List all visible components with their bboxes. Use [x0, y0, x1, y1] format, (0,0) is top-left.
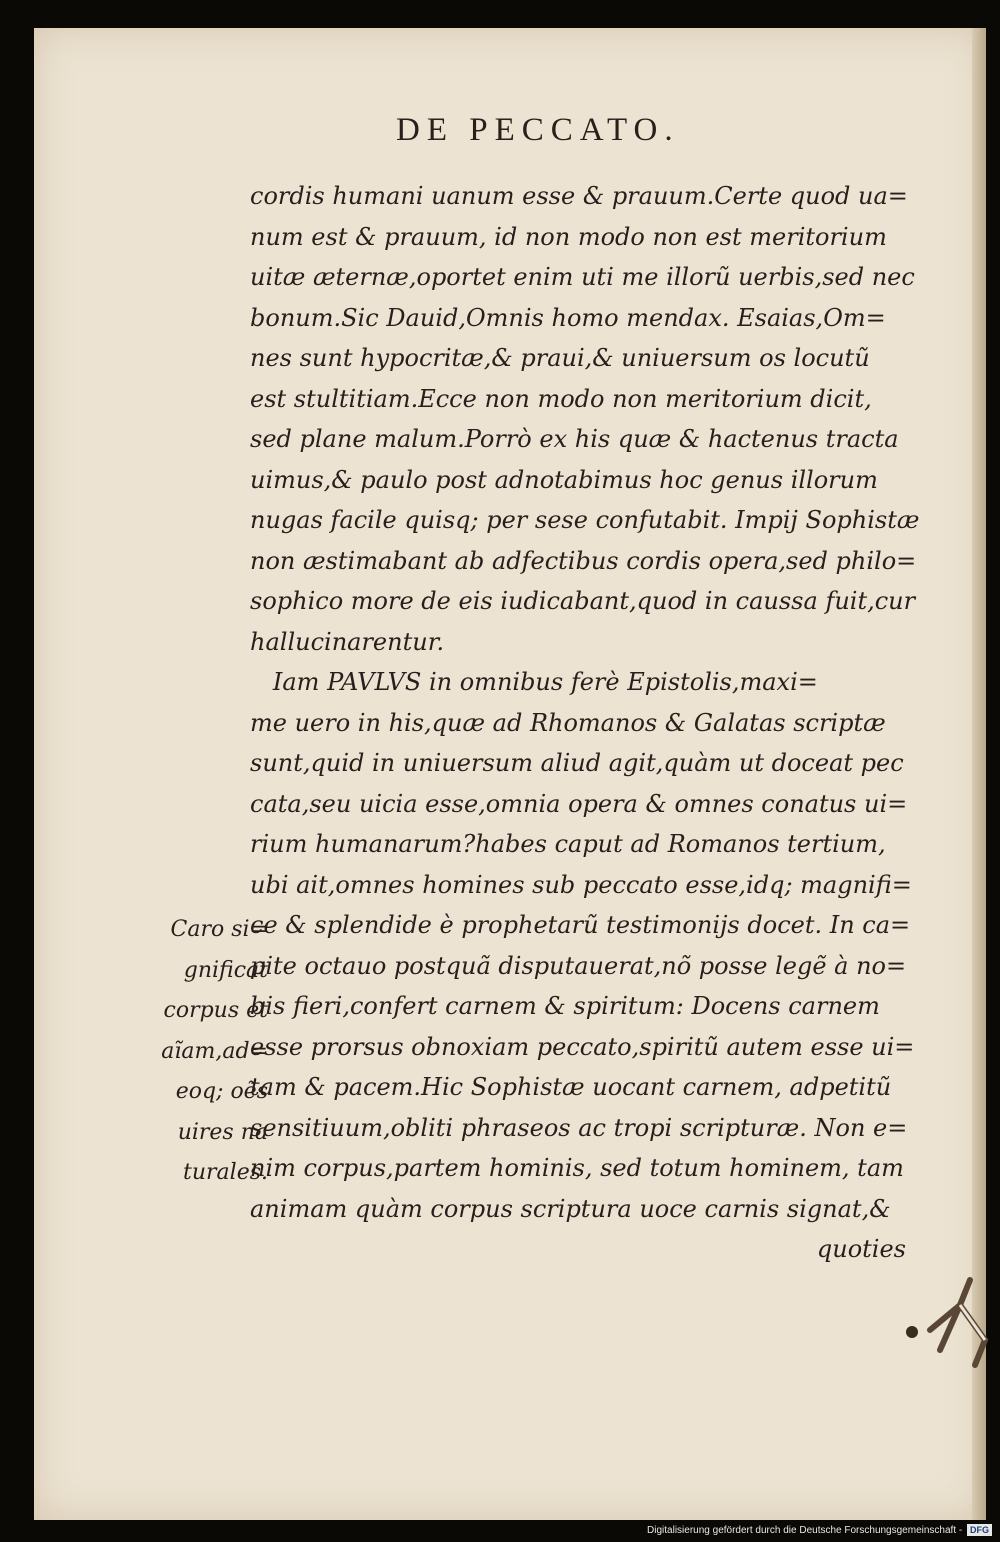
text-line: rium humanarum?habes caput ad Romanos tertium,	[250, 830, 886, 858]
text-line: non æstimabant ab adfectibus cordis opera,sed philo=	[250, 546, 917, 575]
text-line: sed plane malum.Porrò ex his quæ & hactenus tracta	[250, 425, 899, 453]
footer-text: Digitalisierung gefördert durch die Deutsche Forschungsgemeinschaft -	[647, 1525, 963, 1536]
text-line: sunt,quid in uniuersum aliud agit,quàm ut doceat pec	[250, 749, 904, 777]
text-line: pite octauo postquã disputauerat,nõ posse legẽ à no=	[250, 951, 907, 980]
text-line: nugas facile quisq; per sese confutabit. Impij Sophistæ	[250, 506, 920, 534]
margin-note-line: aĩam,ad=	[161, 1038, 268, 1064]
text-line: uimus,& paulo post adnotabimus hoc genus illorum	[250, 465, 878, 494]
text-line: cata,seu uicia esse,omnia opera & omnes conatus ui=	[250, 789, 908, 818]
margin-note-line: Caro si=	[170, 917, 268, 942]
text-line: ce & splendide è prophetarũ testimonijs docet. In ca=	[250, 911, 911, 939]
footer-bar	[0, 1520, 1000, 1542]
text-line: num est & prauum, id non modo non est meritorium	[250, 222, 887, 251]
margin-note-line: eoq; oẽs	[175, 1079, 268, 1104]
main-text	[250, 176, 940, 1270]
text-line: uitæ æternæ,oportet enim uti me illorũ uerbis,sed nec	[250, 263, 915, 291]
text-line: nim corpus,partem hominis, sed totum hominem, tam	[250, 1154, 904, 1182]
text-line: tam & pacem.Hic Sophistæ uocant carnem, adpetitũ	[250, 1073, 892, 1101]
text-line: me uero in his,quæ ad Rhomanos & Galatas scriptæ	[250, 708, 886, 737]
text-line: cordis humani uanum esse & prauum.Certe quod ua=	[250, 182, 908, 210]
text-line: bonum.Sic Dauid,Omnis homo mendax. Esaias,Om=	[250, 303, 886, 332]
text-line: nes sunt hypocritæ,& praui,& uniuersum os locutũ	[250, 344, 870, 372]
text-line: est stultitiam.Ecce non modo non meritorium dicit,	[250, 384, 872, 413]
text-line: sophico more de eis iudicabant,quod in caussa fuit,cur	[250, 587, 916, 615]
running-head: DE PECCATO.	[396, 112, 680, 148]
text-line: ubi ait,omnes homines sub peccato esse,idq; magnifi=	[250, 870, 912, 899]
text-line: bis fieri,confert carnem & spiritum: Docens carnem	[250, 992, 880, 1020]
paper-clip-stain	[900, 1270, 990, 1390]
margin-note-line: gnificat	[183, 957, 268, 983]
dfg-logo: DFG	[967, 1524, 992, 1536]
text-line: hallucinarentur.	[250, 627, 445, 656]
text-line: Iam PAVLVS in omnibus ferè Epistolis,maxi=	[250, 668, 818, 696]
margin-note-line: corpus et	[163, 998, 268, 1023]
margin-note-line: uires na	[177, 1119, 268, 1145]
margin-note	[138, 910, 268, 1194]
text-line: animam quàm corpus scriptura uoce carnis signat,&	[250, 1194, 891, 1223]
text-line: sensitiuum,obliti phraseos ac tropi scripturæ. Non e=	[250, 1113, 908, 1142]
text-line: esse prorsus obnoxiam peccato,spiritũ autem esse ui=	[250, 1032, 915, 1061]
margin-note-line: turales.	[183, 1160, 268, 1185]
catchword: quoties	[816, 1235, 906, 1263]
